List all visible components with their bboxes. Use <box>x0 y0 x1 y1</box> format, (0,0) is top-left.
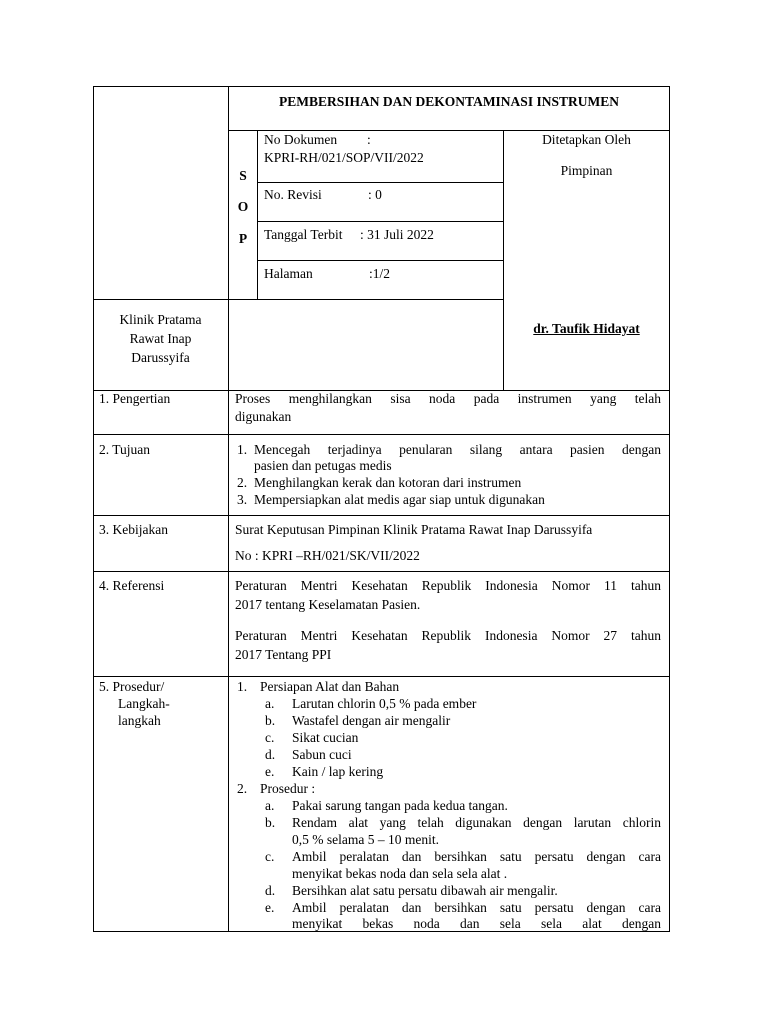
bahan-item-c: Sikat cucian <box>292 730 359 745</box>
prosedur-group1-title: Persiapan Alat dan Bahan <box>260 679 400 694</box>
bahan-letter-a: a. <box>265 696 275 711</box>
step-a-line-1: Pakai sarung tangan pada kedua tangan. <box>292 798 508 813</box>
prosedur-group2-title: Prosedur : <box>260 781 316 796</box>
clinic-line-3: Darussyifa <box>131 350 190 365</box>
clinic-divider <box>93 299 504 300</box>
sop-letter-o: O <box>237 199 249 214</box>
bahan-item-d: Sabun cuci <box>292 747 352 762</box>
bahan-letter-c: c. <box>265 730 275 745</box>
section-divider-3 <box>93 515 669 516</box>
tanggal-terbit-label: Tanggal Terbit <box>264 227 343 242</box>
row-divider-3 <box>257 260 503 261</box>
sop-col-left <box>257 130 258 300</box>
section-label-prosedur: 5. Prosedur/ <box>99 679 165 694</box>
clinic-line-1: Klinik Pratama <box>119 312 202 327</box>
section-label-prosedur-3: langkah <box>118 713 161 728</box>
border-right <box>669 86 670 932</box>
kebijakan-line-2: No : KPRI –RH/021/SK/VII/2022 <box>235 548 420 563</box>
tujuan-num-3: 3. <box>237 492 248 507</box>
section-divider-2 <box>93 434 669 435</box>
tujuan-item-3: Mempersiapkan alat medis agar siap untuk digunakan <box>254 492 545 507</box>
step-d-line-1: Bersihkan alat satu persatu dibawah air mengalir. <box>292 883 558 898</box>
step-letter-d: d. <box>265 883 276 898</box>
tanggal-terbit-value: : 31 Juli 2022 <box>360 227 434 242</box>
no-dokumen-label: No Dokumen <box>264 132 338 147</box>
tujuan-item-1-line-2: pasien dan petugas medis <box>254 458 392 473</box>
section-divider-5 <box>93 676 669 677</box>
section-label-tujuan: 2. Tujuan <box>99 442 151 457</box>
section-divider-4 <box>93 571 669 572</box>
section-label-prosedur-2: Langkah- <box>118 696 170 711</box>
kebijakan-line-1: Surat Keputusan Pimpinan Klinik Pratama Rawat Inap Darussyifa <box>235 522 593 537</box>
step-letter-b: b. <box>265 815 276 830</box>
prosedur-group2-num: 2. <box>237 781 248 796</box>
tujuan-num-1: 1. <box>237 442 248 457</box>
bahan-item-e: Kain / lap kering <box>292 764 384 779</box>
ditetapkan-oleh: Ditetapkan Oleh <box>542 132 631 147</box>
step-c-line-2: menyikat bekas noda dan sela sela alat . <box>292 866 508 881</box>
sop-document <box>93 86 669 931</box>
halaman-value: :1/2 <box>369 266 391 281</box>
tujuan-item-1-line-1: Mencegah terjadinya penularan silang antara pasien dengan <box>254 442 661 457</box>
step-letter-e: e. <box>265 900 275 915</box>
halaman-label: Halaman <box>264 266 313 281</box>
bahan-item-a: Larutan chlorin 0,5 % pada ember <box>292 696 477 711</box>
no-revisi-value: : 0 <box>368 187 382 202</box>
step-e-line-1: Ambil peralatan dan bersihkan satu persatu dengan cara <box>292 900 661 915</box>
no-dokumen-sep: : <box>367 132 371 147</box>
row-divider-2 <box>257 221 503 222</box>
border-left <box>93 86 94 931</box>
no-revisi-label: No. Revisi <box>264 187 322 202</box>
bahan-letter-b: b. <box>265 713 276 728</box>
section-label-pengertian: 1. Pengertian <box>99 391 171 406</box>
referensi-p1-line-2: 2017 tentang Keselamatan Pasien. <box>235 597 421 612</box>
referensi-p2-line-2: 2017 Tentang PPI <box>235 647 332 662</box>
prosedur-group1-num: 1. <box>237 679 248 694</box>
tujuan-item-2: Menghilangkan kerak dan kotoran dari instrumen <box>254 475 522 490</box>
signer-name: dr. Taufik Hidayat <box>533 321 640 336</box>
bahan-letter-d: d. <box>265 747 276 762</box>
no-dokumen-value: KPRI-RH/021/SOP/VII/2022 <box>264 150 424 165</box>
step-b-line-1: Rendam alat yang telah digunakan dengan larutan chlorin <box>292 815 661 830</box>
pengertian-line-2: digunakan <box>235 409 292 424</box>
document-title: PEMBERSIHAN DAN DEKONTAMINASI INSTRUMEN <box>279 94 619 109</box>
bahan-letter-e: e. <box>265 764 275 779</box>
pengertian-line-1: Proses menghilangkan sisa noda pada instrumen yang telah <box>235 391 661 406</box>
bahan-item-b: Wastafel dengan air mengalir <box>292 713 451 728</box>
clinic-line-2: Rawat Inap <box>129 331 192 346</box>
section-label-referensi: 4. Referensi <box>99 578 165 593</box>
pimpinan-label: Pimpinan <box>560 163 613 178</box>
sop-letter-p: P <box>238 231 248 246</box>
step-letter-c: c. <box>265 849 275 864</box>
step-letter-a: a. <box>265 798 275 813</box>
step-c-line-1: Ambil peralatan dan bersihkan satu persatu dengan cara <box>292 849 661 864</box>
border-top <box>93 86 669 87</box>
row-divider-1 <box>257 182 503 183</box>
step-e-line-2: menyikat bekas noda dan sela sela alat dengan <box>292 916 661 931</box>
step-b-line-2: 0,5 % selama 5 – 10 menit. <box>292 832 439 847</box>
section-label-kebijakan: 3. Kebijakan <box>99 522 168 537</box>
tujuan-num-2: 2. <box>237 475 248 490</box>
sop-letter-s: S <box>239 168 247 183</box>
referensi-p1-line-1: Peraturan Mentri Kesehatan Republik Indonesia Nomor 11 tahun <box>235 578 661 593</box>
referensi-p2-line-1: Peraturan Mentri Kesehatan Republik Indonesia Nomor 27 tahun <box>235 628 661 643</box>
